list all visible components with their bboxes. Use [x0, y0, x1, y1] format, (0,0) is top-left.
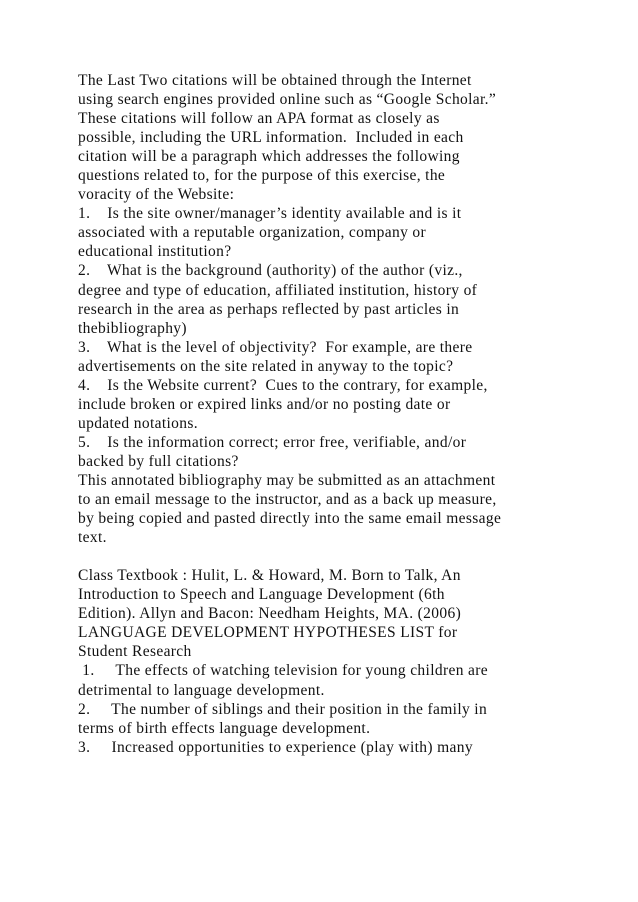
list-item-line: 4. Is the Website current? Cues to the contrary, for example, [78, 376, 488, 394]
text-line: include broken or expired links and/or no posting date or [78, 395, 451, 413]
text-line: backed by full citations? [78, 452, 239, 470]
blank-line [78, 547, 578, 566]
text-line: degree and type of education, affiliated institution, history of [78, 281, 478, 299]
text-line: These citations will follow an APA format as closely as [78, 110, 440, 128]
text-line: detrimental to language development. [78, 681, 325, 699]
text-line: advertisements on the site related in anyway to the topic? [78, 357, 454, 375]
text-line: by being copied and pasted directly into the same email message [78, 510, 502, 528]
text-line: citation will be a paragraph which addresses the following [78, 148, 460, 166]
text-line: text. [78, 529, 107, 547]
text-line: This annotated bibliography may be submitted as an attachment [78, 471, 496, 489]
list-item-line: 2. The number of siblings and their position in the family in [78, 700, 488, 718]
text-line: associated with a reputable organization, company or [78, 224, 427, 242]
list-item-line: 2. What is the background (authority) of the author (viz., [78, 262, 463, 280]
list-item-line: 1. The effects of watching television for young children are [78, 662, 488, 680]
text-line: educational institution? [78, 243, 232, 261]
textbook-citation-line: Introduction to Speech and Language Development (6th [78, 586, 445, 604]
text-line: updated notations. [78, 414, 198, 432]
text-line: using search engines provided online such as “Google Scholar.” [78, 91, 497, 109]
textbook-citation-line: Edition). Allyn and Bacon: Needham Heights, MA. (2006) [78, 605, 462, 623]
document-body [78, 71, 578, 757]
text-line: questions related to, for the purpose of this exercise, the [78, 167, 446, 185]
text-line: research in the area as perhaps reflected by past articles in [78, 300, 460, 318]
list-item-line: 5. Is the information correct; error free, verifiable, and/or [78, 433, 467, 451]
section-heading-line: Student Research [78, 643, 192, 661]
list-item-line: 3. Increased opportunities to experience (play with) many [78, 738, 473, 756]
text-line: to an email message to the instructor, and as a back up measure, [78, 491, 497, 509]
list-item-line: 3. What is the level of objectivity? For example, are there [78, 338, 473, 356]
text-line: terms of birth effects language development. [78, 719, 371, 737]
textbook-citation-line: Class Textbook : Hulit, L. & Howard, M. Born to Talk, An [78, 567, 461, 585]
text-line: possible, including the URL information. Included in each [78, 129, 464, 147]
list-item-line: 1. Is the site owner/manager’s identity available and is it [78, 205, 462, 223]
text-line: thebibliography) [78, 319, 187, 337]
section-heading-line: LANGUAGE DEVELOPMENT HYPOTHESES LIST for [78, 624, 458, 642]
text-line: voracity of the Website: [78, 186, 235, 204]
text-line: The Last Two citations will be obtained through the Internet [78, 72, 472, 89]
